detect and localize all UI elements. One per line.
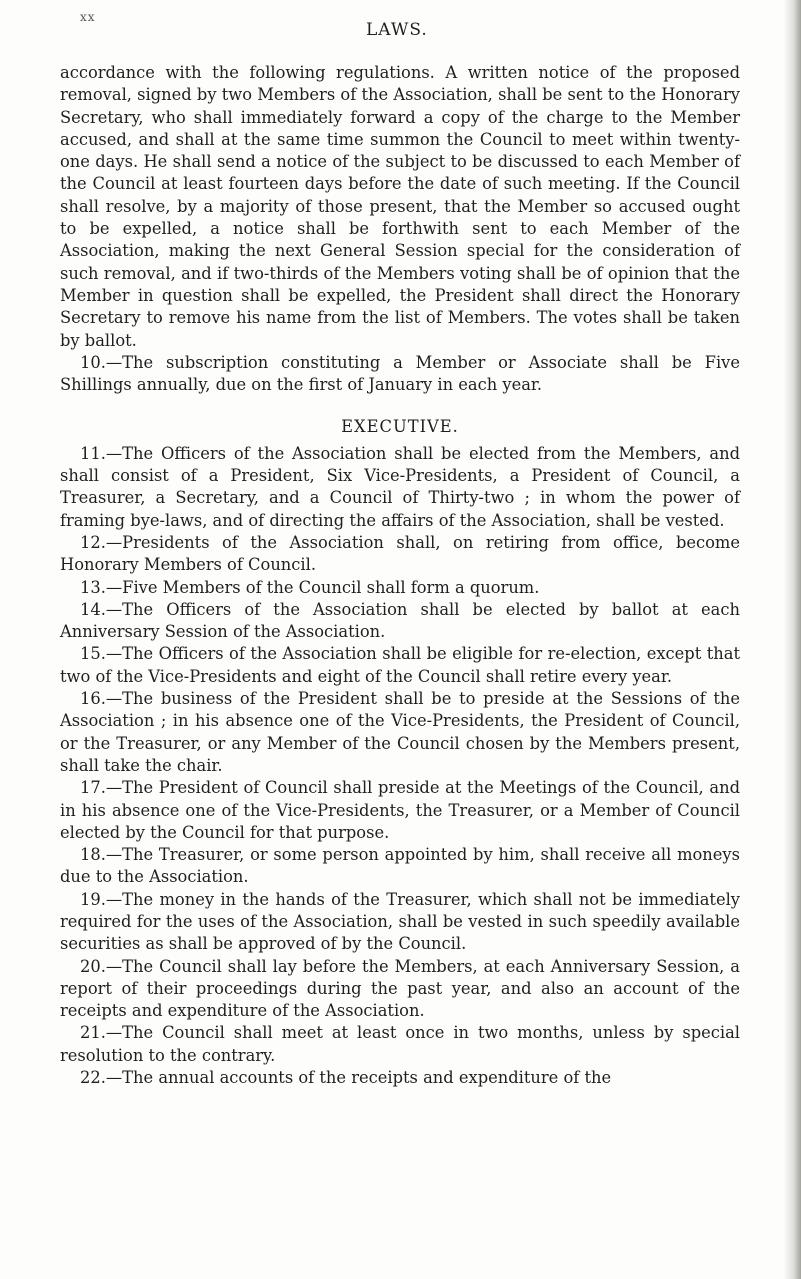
paragraph-rule-15: 15.—The Officers of the Association shall be eligible for re-election, except that two of the Vice-Presidents and eight of the Council shall retire every year. — [60, 644, 740, 686]
paragraph-rule-22: 22.—The annual accounts of the receipts and expenditure of the — [80, 1068, 612, 1088]
paragraph-rule-12: 12.—Presidents of the Association shall, on retiring from office, become Honorary Members of Council. — [60, 532, 740, 575]
paragraph-rule-13: 13.—Five Members of the Council shall form a quorum. — [80, 577, 540, 597]
body-text — [60, 62, 740, 1089]
page-number: xx — [80, 10, 96, 24]
paragraph-rule-11: 11.—The Officers of the Association shall be elected from the Members, and shall consist of a President, Six Vice-Presidents, a President of Council, a Treasurer, a Secretary, and a Council of Thirty-two ; in whom the power of framing bye-laws, and of directing the affairs of the Association, shall be vested. — [60, 443, 740, 530]
paragraph-rule-17: 17.—The President of Council shall preside at the Meetings of the Council, and in his absence one of the Vice-Presidents, the Treasurer, or a Member of Council elected by the Council for that purpose. — [60, 778, 740, 842]
section-heading-executive: EXECUTIVE. — [341, 417, 459, 437]
paragraph-rule-16: 16.—The business of the President shall be to preside at the Sessions of the Association ; in his absence one of the Vice-Presidents, the President of Council, or the Treasurer, or any Member of the Council chosen by the Members present, shall take the chair. — [60, 689, 740, 775]
paragraph-rule-19: 19.—The money in the hands of the Treasurer, which shall not be immediately required for the uses of the Association, shall be vested in such speedily available securities as shall be approved of by the Council. — [60, 889, 740, 954]
paragraph-continuation: accordance with the following regulations. A written notice of the proposed removal, signed by two Members of the Association, shall be sent to the Honorary Secretary, who shall immediately forward a copy of the charge to the Member accused, and shall at the same time summon the Council to meet within twenty-one days. He shall send a notice of the subject to be discussed to each Member of the Council at least fourteen days before the date of such meeting. If the Council shall resolve, by a majority of those present, that the Member so accused ought to be expelled, a notice shall be forthwith sent to each Member of the Association, making the next General Session special for the consideration of such removal, and if two-thirds of the Members voting shall be of opinion that the Member in question shall be expelled, the President shall direct the Honorary Secretary to remove his name from the list of Members. The votes shall be taken by ballot. — [60, 63, 740, 350]
running-title: LAWS. — [366, 20, 428, 40]
paragraph-rule-21: 21.—The Council shall meet at least once in two months, unless by special resolution to the contrary. — [60, 1023, 740, 1065]
page-edge-shadow — [783, 0, 801, 1279]
paragraph-rule-18: 18.—The Treasurer, or some person appointed by him, shall receive all moneys due to the Association. — [60, 845, 740, 887]
paragraph-rule-10: 10.—The subscription constituting a Member or Associate shall be Five Shillings annually, due on the first of January in each year. — [60, 352, 740, 395]
paragraph-rule-14: 14.—The Officers of the Association shall be elected by ballot at each Anniversary Session of the Association. — [60, 599, 740, 642]
paragraph-rule-20: 20.—The Council shall lay before the Members, at each Anniversary Session, a report of their proceedings during the past year, and also an account of the receipts and expenditure of the Association. — [60, 956, 740, 1021]
